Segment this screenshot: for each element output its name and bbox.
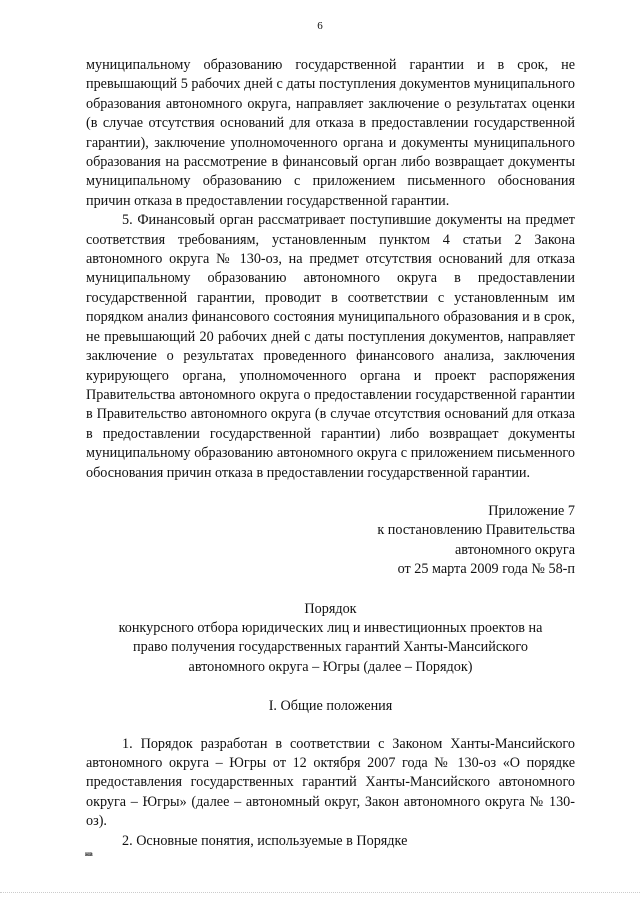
paragraph-item-1: 1. Порядок разработан в соответствии с Законом Ханты-Мансийского автономного округа – Югры от 12 октября 2007 года № 130-оз «О порядке предоставления государственных гарантий Ханты-Мансийского автономного округа – Югры» (далее – автономный округ, Закон автономного округа № 130-оз). — [86, 735, 575, 830]
appendix-line: к постановлению Правительства — [377, 522, 575, 539]
appendix-line: от 25 марта 2009 года № 58-п — [397, 561, 575, 578]
title-line: автономного округа – Югры (далее – Порядок) — [188, 658, 473, 675]
page-number: 6 — [317, 20, 323, 32]
bottom-divider — [0, 892, 640, 893]
title-line: конкурсного отбора юридических лиц и инвестиционных проектов на — [118, 619, 543, 636]
paragraph-item-2: 2. Основные понятия, используемые в Порядке — [122, 832, 408, 849]
appendix-reference — [86, 502, 575, 580]
paragraph-continuation: муниципальному образованию государственной гарантии и в срок, не превышающий 5 рабочих дней с даты поступления документов муниципального образования автономного округа, направляет заключение о результатах оценки (в случае отсутствия оснований для отказа в предоставлении государственной гарантии), заключение уполномоченного органа и документы муниципального образования на рассмотрение в финансовый орган либо возвращает документы муниципальному образованию с приложением письменного обоснования причин отказа в предоставлении государственной гарантии. — [86, 57, 575, 209]
appendix-line: Приложение 7 — [488, 502, 575, 519]
title-line: Порядок — [304, 600, 357, 617]
appendix-line: автономного округа — [454, 541, 575, 558]
title-line: право получения государственных гарантий Ханты-Мансийского — [133, 639, 528, 656]
paragraph-item-5: 5. Финансовый орган рассматривает поступившие документы на предмет соответствия требованиям, установленным пунктом 4 статьи 2 Закона автономного округа № 130-оз, на предмет отсутствия оснований для отказа муниципальному образованию автономного округа в предоставлении государственной гарантии, проводит в соответствии с установленным им порядком анализ финансового состояния муниципального образования и в срок, не превышающий 20 рабочих дней с даты поступления документов, направляет заключение о результатах проведенного финансового анализа, заключения курирующего органа, уполномоченного органа и проект распоряжения Правительства автономного округа о предоставлении государственной гарантии в Правительство автономного округа (в случае отсутствия оснований для отказа в предоставлении государственной гарантии) либо возвращает документы муниципальному образованию автономного округа с приложением письменного обоснования причин отказа в предоставлении государственной гарантии. — [86, 212, 575, 481]
section-heading: I. Общие положения — [268, 698, 393, 715]
document-title — [86, 600, 575, 678]
footer-code: нв — [85, 850, 93, 858]
document-body — [86, 56, 575, 851]
